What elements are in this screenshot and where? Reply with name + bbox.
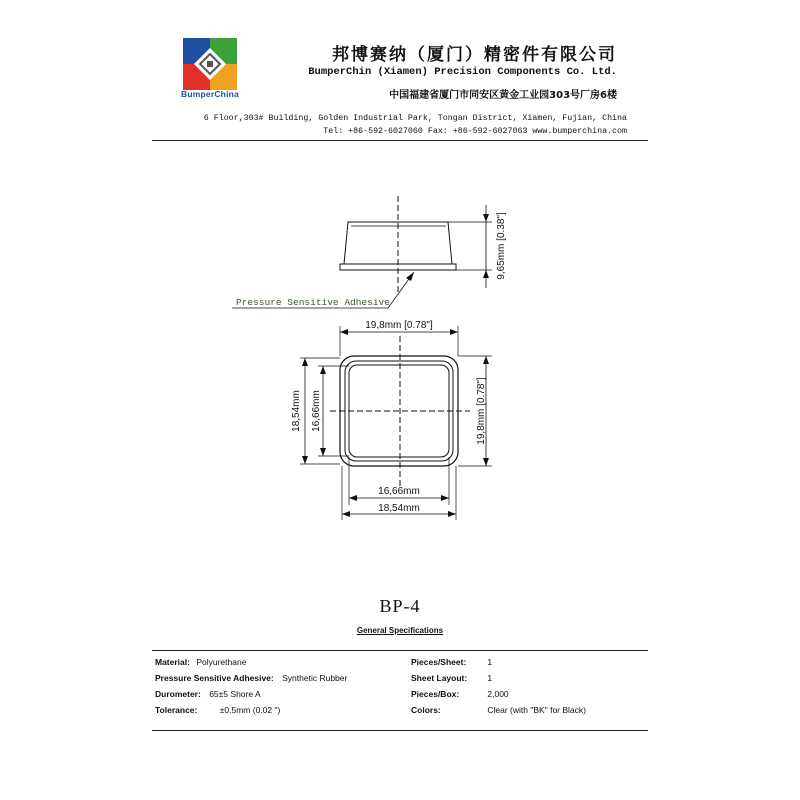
spec-label: Durometer: [155, 689, 201, 699]
company-name-english: BumperChin (Xiamen) Precision Components Co. Ltd. [308, 66, 617, 78]
spec-row-colors [411, 704, 586, 720]
spec-row-durometer [155, 688, 347, 704]
outer-width-dimension-text: 18,54mm [378, 503, 420, 514]
address-english: 6 Floor,303# Building, Golden Industrial Park, Tongan District, Xiamen, Fujian, China [203, 114, 627, 123]
right-height-dimension-text: 19,8mm [0.78"] [476, 377, 487, 445]
address-chinese: 中国福建省厦门市同安区黄金工业园303号厂房6楼 [389, 90, 617, 101]
spec-row-pieces-sheet [411, 656, 586, 672]
specs-bottom-divider [152, 730, 648, 731]
spec-section-title: General Specifications [356, 626, 444, 635]
spec-row-sheet-layout [411, 672, 586, 688]
spec-row-adhesive [155, 672, 347, 688]
specs-left-column [155, 656, 347, 720]
spec-value: 1 [487, 657, 493, 667]
outer-height-dimension-text: 18,54mm [291, 390, 302, 432]
spec-value: Clear (with "BK" for Black) [487, 705, 586, 715]
specs-top-divider [152, 650, 648, 651]
spec-label: Pressure Sensitive Adhesive: [155, 673, 274, 683]
spec-value: ±0.5mm (0.02 ") [219, 705, 281, 715]
spec-value: Synthetic Rubber [282, 673, 348, 683]
spec-label: Pieces/Sheet: [411, 657, 467, 667]
spec-label: Colors: [411, 705, 441, 715]
spec-label: Material: [155, 657, 190, 667]
specs-right-column [411, 656, 586, 720]
logo-text: BumperChina [181, 89, 239, 99]
top-width-dimension-text: 19,8mm [0.78"] [365, 320, 433, 331]
spec-value: Polyurethane [196, 657, 247, 667]
height-dimension-text: 9,65mm [0.38"] [496, 212, 507, 280]
spec-label: Pieces/Box: [411, 689, 460, 699]
spec-value: 65±5 Shore A [209, 689, 261, 699]
company-name-chinese: 邦博赛纳（厦门）精密件有限公司 [332, 45, 617, 65]
adhesive-label: Pressure Sensitive Adhesive [236, 297, 390, 308]
spec-row-tolerance [155, 704, 347, 720]
spec-row-material [155, 656, 347, 672]
inner-height-dimension-text: 16,66mm [311, 390, 322, 432]
spec-label: Sheet Layout: [411, 673, 468, 683]
spec-row-pieces-box [411, 688, 586, 704]
spec-value: 2,000 [487, 689, 509, 699]
spec-label: Tolerance: [155, 705, 198, 715]
part-number: BP-4 [379, 596, 421, 616]
contact-line: Tel: +86-592-6027060 Fax: +86-592-6027063 www.bumperchina.com [323, 127, 627, 136]
inner-width-dimension-text: 16,66mm [378, 486, 420, 497]
spec-value: 1 [487, 673, 493, 683]
